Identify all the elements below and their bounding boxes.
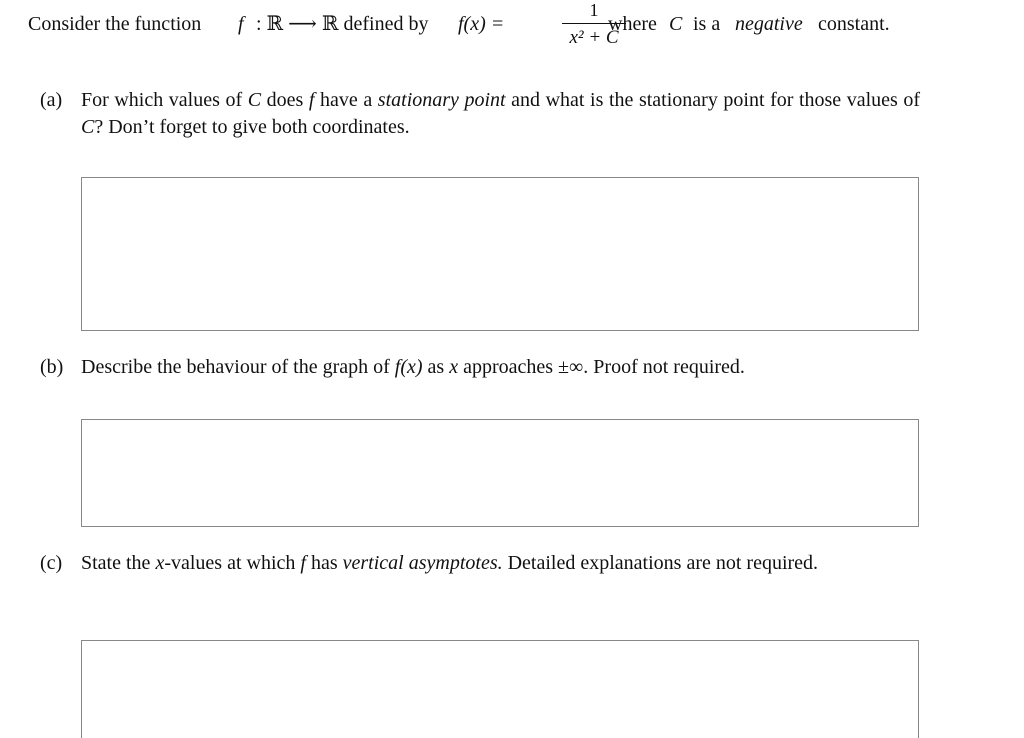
intro-where: where (608, 13, 657, 35)
answer-box-c[interactable] (81, 640, 919, 738)
question-b-label: (b) (40, 356, 64, 378)
fraction-denominator: x² + C (569, 27, 619, 48)
intro-mapping: : ℝ ⟶ ℝ defined by (256, 13, 429, 35)
answer-box-a[interactable] (81, 177, 919, 331)
intro-fx: f(x) = (458, 13, 505, 35)
intro-f: f (238, 13, 244, 35)
question-c (40, 550, 920, 577)
question-b-text: Describe the behaviour of the graph of f(x) as x approaches ±∞. Proof not required. (81, 356, 745, 378)
intro-negative: negative (735, 13, 803, 35)
intro-constant: constant. (818, 13, 890, 35)
intro-consider: Consider the function (28, 13, 202, 35)
question-a-label: (a) (40, 89, 63, 111)
question-c-label: (c) (40, 552, 63, 574)
fraction-numerator: 1 (589, 0, 599, 20)
problem-statement (28, 0, 1018, 50)
question-c-text: State the x-values at which f has vertical asymptotes. Detailed explanations are not required. (81, 552, 819, 574)
question-b (40, 354, 920, 381)
intro-is-a: is a (693, 13, 721, 35)
answer-box-b[interactable] (81, 419, 919, 527)
question-a (40, 87, 920, 141)
intro-C: C (669, 13, 683, 35)
question-a-text: For which values of C does f have a stationary point and what is the stationary point for those values of C? Don’t forget to give both coordinates. (81, 89, 921, 138)
